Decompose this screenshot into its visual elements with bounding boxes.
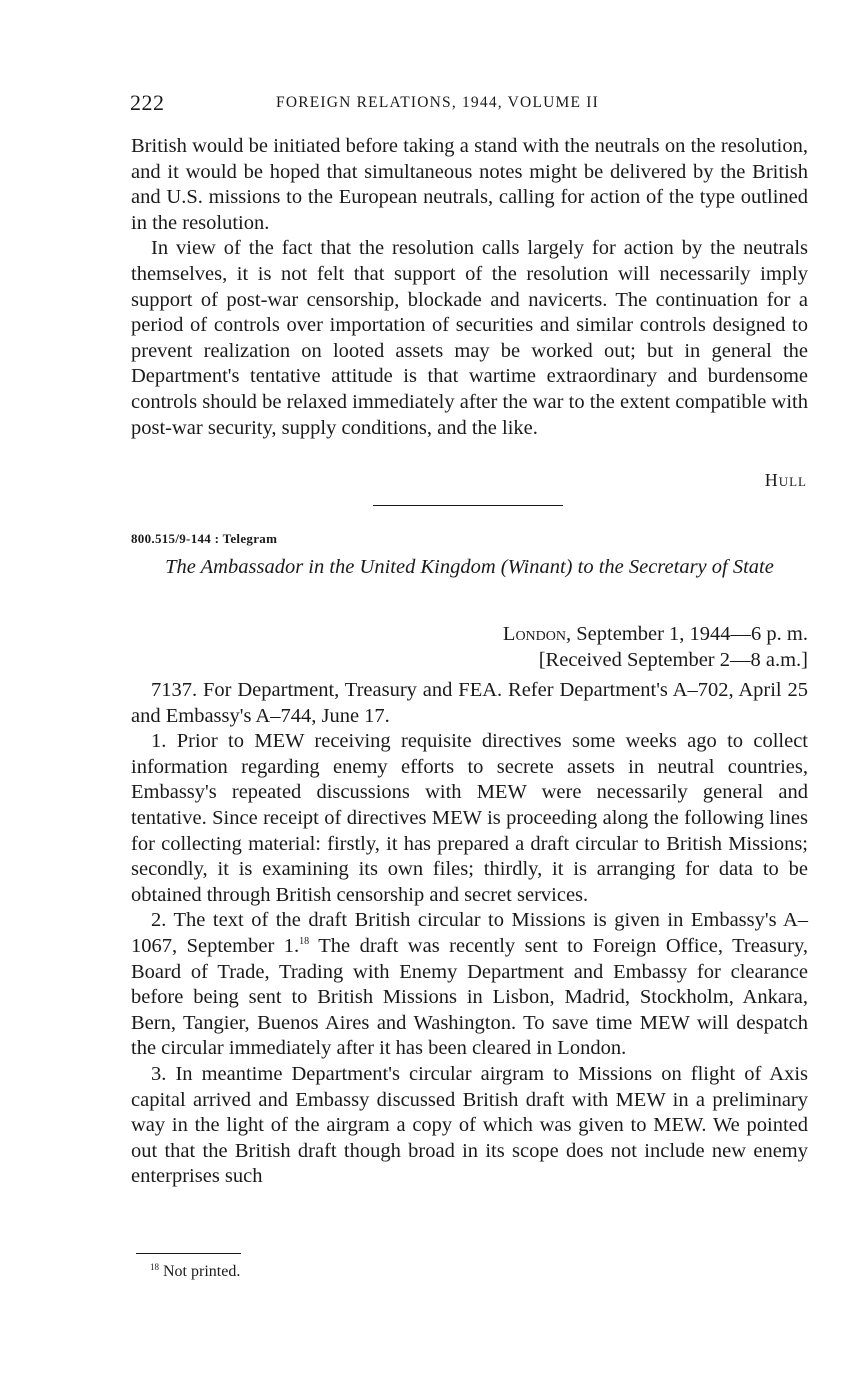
running-head bbox=[130, 90, 810, 118]
paragraph-text: 2. The text of the draft British circular to Missions is given in Embassy's A–1067, September 1. bbox=[131, 909, 808, 957]
paragraph: 7137. For Department, Treasury and FEA. Refer Department's A–702, April 25 and Embassy's A–744, June 17. bbox=[131, 679, 808, 727]
page-number: 222 bbox=[130, 90, 165, 115]
footnote-rule bbox=[136, 1253, 241, 1254]
paragraph: British would be initiated before taking a stand with the neutrals on the resolution, and it would be hoped that simultaneous notes might be delivered by the British and U.S. missions to the European neutrals, calling for action of the type outlined in the resolution. bbox=[131, 135, 808, 234]
paragraph bbox=[131, 908, 808, 1062]
paragraph: 1. Prior to MEW receiving requisite directives some weeks ago to collect information regarding enemy efforts to secrete assets in neutral countries, Embassy's repeated discussions with MEW were necessarily general and tentative. Since receipt of directives MEW is proceeding along the following lines for collecting material: firstly, it has prepared a draft circular to British Missions; secondly, it is examining its own files; thirdly, it is arranging for data to be obtained through British censorship and secret services. bbox=[131, 730, 808, 906]
paragraph: In view of the fact that the resolution calls largely for action by the neutrals themselves, it is not felt that support of the resolution will necessarily imply support of post-war censorship, blockade and navicerts. The continuation for a period of controls over importation of securities and similar controls designed to prevent realization on looted assets may be worked out; but in general the Department's tentative attitude is that wartime extraordinary and burdensome controls should be relaxed immediately after the war to the extent compatible with post-war security, supply conditions, and the like. bbox=[131, 237, 808, 439]
signature: Hull bbox=[764, 470, 807, 490]
dateline-date: , September 1, 1944—6 p. m. bbox=[566, 623, 808, 645]
document-title: The Ambassador in the United Kingdom (Winant) to the Secretary of State bbox=[165, 556, 774, 578]
dateline-place: London bbox=[502, 623, 566, 645]
paragraph: 3. In meantime Department's circular airgram to Missions on flight of Axis capital arrived and Embassy discussed British draft with MEW in a preliminary way in the light of the airgram a copy of which was given to MEW. We pointed out that the British draft though broad in its scope does not include new enemy enterprises such bbox=[131, 1062, 808, 1188]
dateline-sent bbox=[308, 622, 808, 648]
footnote-text: Not printed. bbox=[163, 1263, 241, 1280]
continuation-text bbox=[131, 134, 808, 441]
footnote-ref: 18 bbox=[299, 935, 310, 947]
running-title: FOREIGN RELATIONS, 1944, VOLUME II bbox=[276, 94, 599, 111]
footnote-marker: 18 bbox=[150, 1262, 159, 1272]
footnote bbox=[150, 1263, 240, 1281]
dateline-received: [Received September 2—8 a.m.] bbox=[538, 649, 808, 671]
paragraph-text: The draft was recently sent to Foreign Office, Treasury, Board of Trade, Trading with Enemy Department and Embassy for clearance before being sent to British Missions in Lisbon, Madrid, Stockholm, Ankara, Bern, Tangier, Buenos Aires and Washington. To save time MEW will despatch the circular immediately after it has been cleared in London. bbox=[131, 934, 808, 1060]
telegram-body bbox=[131, 678, 808, 1190]
file-reference: 800.515/9-144 : Telegram bbox=[131, 531, 278, 546]
section-divider bbox=[373, 505, 563, 506]
